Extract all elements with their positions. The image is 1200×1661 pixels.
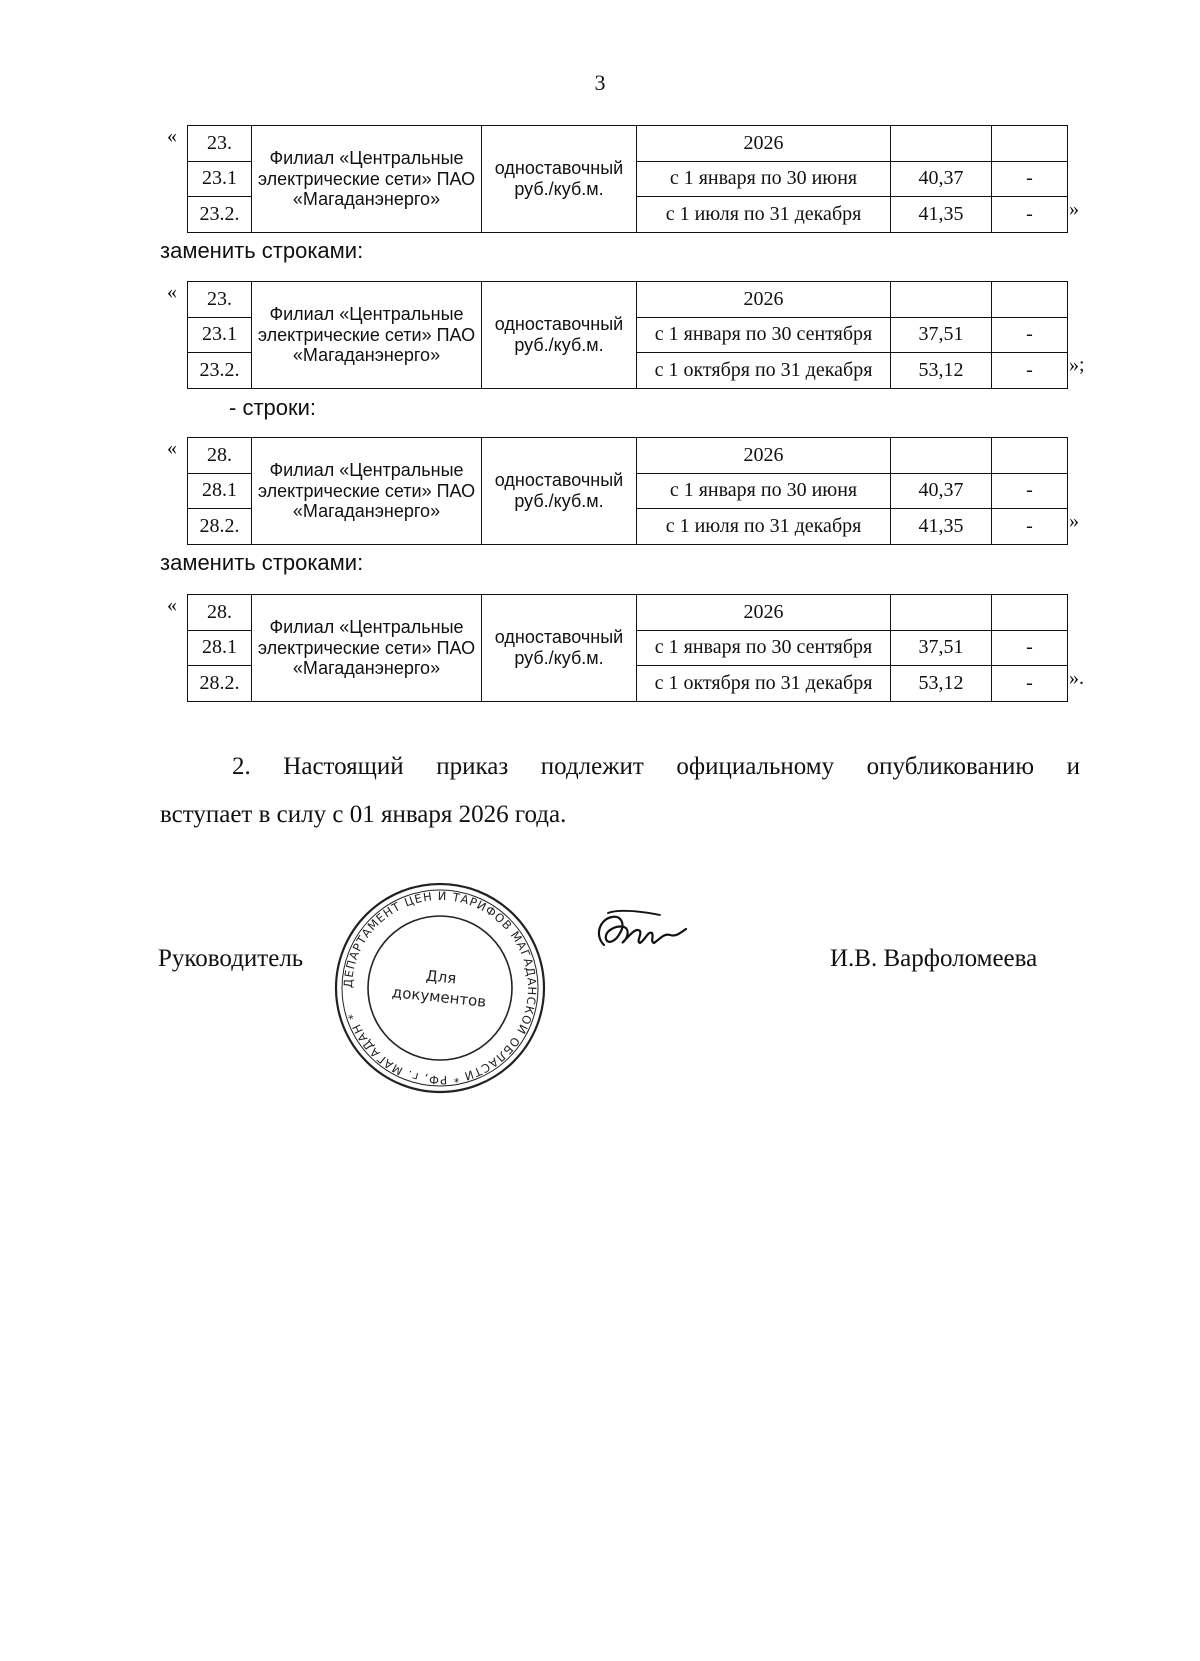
handwritten-signature	[590, 905, 690, 965]
tariff-value-cell: 41,35	[891, 509, 992, 545]
instruction-replace-rows: заменить строками:	[160, 238, 364, 263]
extra-value-cell: -	[992, 353, 1068, 389]
extra-value-cell: -	[992, 666, 1068, 702]
period-cell: с 1 января по 30 июня	[637, 161, 891, 197]
row-number: 28.1	[188, 630, 252, 666]
tariff-table	[187, 281, 1068, 389]
year-cell: 2026	[637, 126, 891, 162]
empty-cell	[891, 126, 992, 162]
tariff-table	[187, 125, 1068, 233]
row-number: 28.2.	[188, 666, 252, 702]
empty-cell	[992, 438, 1068, 474]
rate-type-cell: одноставочный руб./куб.м.	[482, 438, 637, 545]
empty-cell	[992, 282, 1068, 318]
table-row	[188, 438, 1068, 474]
year-cell: 2026	[637, 595, 891, 631]
row-number: 23.	[188, 126, 252, 162]
close-quote: ».	[1069, 667, 1084, 689]
tariff-table-block	[167, 281, 1085, 389]
close-quote: »	[1069, 510, 1079, 532]
row-number: 23.	[188, 282, 252, 318]
organization-cell: Филиал «Центральные электрические сети» ПАО «Магаданэнерго»	[252, 595, 482, 702]
period-cell: с 1 июля по 31 декабря	[637, 509, 891, 545]
close-quote: »	[1069, 198, 1079, 220]
table-row	[188, 282, 1068, 318]
open-quote: «	[167, 281, 177, 303]
row-number: 28.	[188, 595, 252, 631]
table-row	[188, 126, 1068, 162]
organization-cell: Филиал «Центральные электрические сети» ПАО «Магаданэнерго»	[252, 126, 482, 233]
row-number: 23.1	[188, 161, 252, 197]
period-cell: с 1 января по 30 июня	[637, 473, 891, 509]
signatory-title: Руководитель	[158, 945, 304, 972]
organization-cell: Филиал «Центральные электрические сети» ПАО «Магаданэнерго»	[252, 438, 482, 545]
empty-cell	[891, 595, 992, 631]
empty-cell	[992, 595, 1068, 631]
tariff-value-cell: 53,12	[891, 353, 992, 389]
tariff-table-block	[167, 437, 1079, 545]
extra-value-cell: -	[992, 161, 1068, 197]
extra-value-cell: -	[992, 473, 1068, 509]
period-cell: с 1 октября по 31 декабря	[637, 666, 891, 702]
extra-value-cell: -	[992, 317, 1068, 353]
extra-value-cell: -	[992, 509, 1068, 545]
tariff-table-block	[167, 594, 1084, 702]
row-number: 23.2.	[188, 353, 252, 389]
tariff-table	[187, 594, 1068, 702]
extra-value-cell: -	[992, 630, 1068, 666]
paragraph-2	[160, 743, 1080, 839]
organization-cell: Филиал «Центральные электрические сети» ПАО «Магаданэнерго»	[252, 282, 482, 389]
year-cell: 2026	[637, 438, 891, 474]
instruction-replace-rows: заменить строками:	[160, 550, 364, 575]
open-quote: «	[167, 594, 177, 616]
close-quote: »;	[1069, 354, 1085, 376]
official-stamp	[330, 878, 550, 1098]
tariff-value-cell: 40,37	[891, 473, 992, 509]
rate-type-cell: одноставочный руб./куб.м.	[482, 282, 637, 389]
open-quote: «	[167, 125, 177, 147]
open-quote: «	[167, 437, 177, 459]
stamp-center-line-1: Для	[425, 966, 458, 988]
stamp-ring-text: ДЕПАРТАМЕНТ ЦЕН И ТАРИФОВ МАГАДАНСКОЙ ОБЛАСТИ * РФ, г. МАГАДАН *	[340, 888, 540, 1088]
period-cell: с 1 октября по 31 декабря	[637, 353, 891, 389]
rate-type-cell: одноставочный руб./куб.м.	[482, 126, 637, 233]
page-number: 3	[594, 70, 606, 95]
row-number: 28.1	[188, 473, 252, 509]
period-cell: с 1 января по 30 сентября	[637, 630, 891, 666]
instruction-rows-label: - строки:	[229, 395, 317, 420]
rate-type-cell: одноставочный руб./куб.м.	[482, 595, 637, 702]
row-number: 28.2.	[188, 509, 252, 545]
row-number: 23.1	[188, 317, 252, 353]
paragraph-2-line-2: вступает в силу с 01 января 2026 года.	[160, 801, 567, 828]
tariff-value-cell: 41,35	[891, 197, 992, 233]
period-cell: с 1 января по 30 сентября	[637, 317, 891, 353]
row-number: 28.	[188, 438, 252, 474]
stamp-center-line-2: документов	[391, 983, 488, 1011]
extra-value-cell: -	[992, 197, 1068, 233]
table-row	[188, 595, 1068, 631]
period-cell: с 1 июля по 31 декабря	[637, 197, 891, 233]
tariff-table	[187, 437, 1068, 545]
row-number: 23.2.	[188, 197, 252, 233]
tariff-value-cell: 37,51	[891, 317, 992, 353]
paragraph-2-line-1: 2. Настоящий приказ подлежит официальному опубликованию и	[232, 753, 1080, 780]
tariff-table-block	[167, 125, 1079, 233]
signatory-name: И.В. Варфоломеева	[830, 945, 1038, 972]
tariff-value-cell: 40,37	[891, 161, 992, 197]
year-cell: 2026	[637, 282, 891, 318]
tariff-value-cell: 53,12	[891, 666, 992, 702]
empty-cell	[891, 438, 992, 474]
empty-cell	[891, 282, 992, 318]
empty-cell	[992, 126, 1068, 162]
tariff-value-cell: 37,51	[891, 630, 992, 666]
